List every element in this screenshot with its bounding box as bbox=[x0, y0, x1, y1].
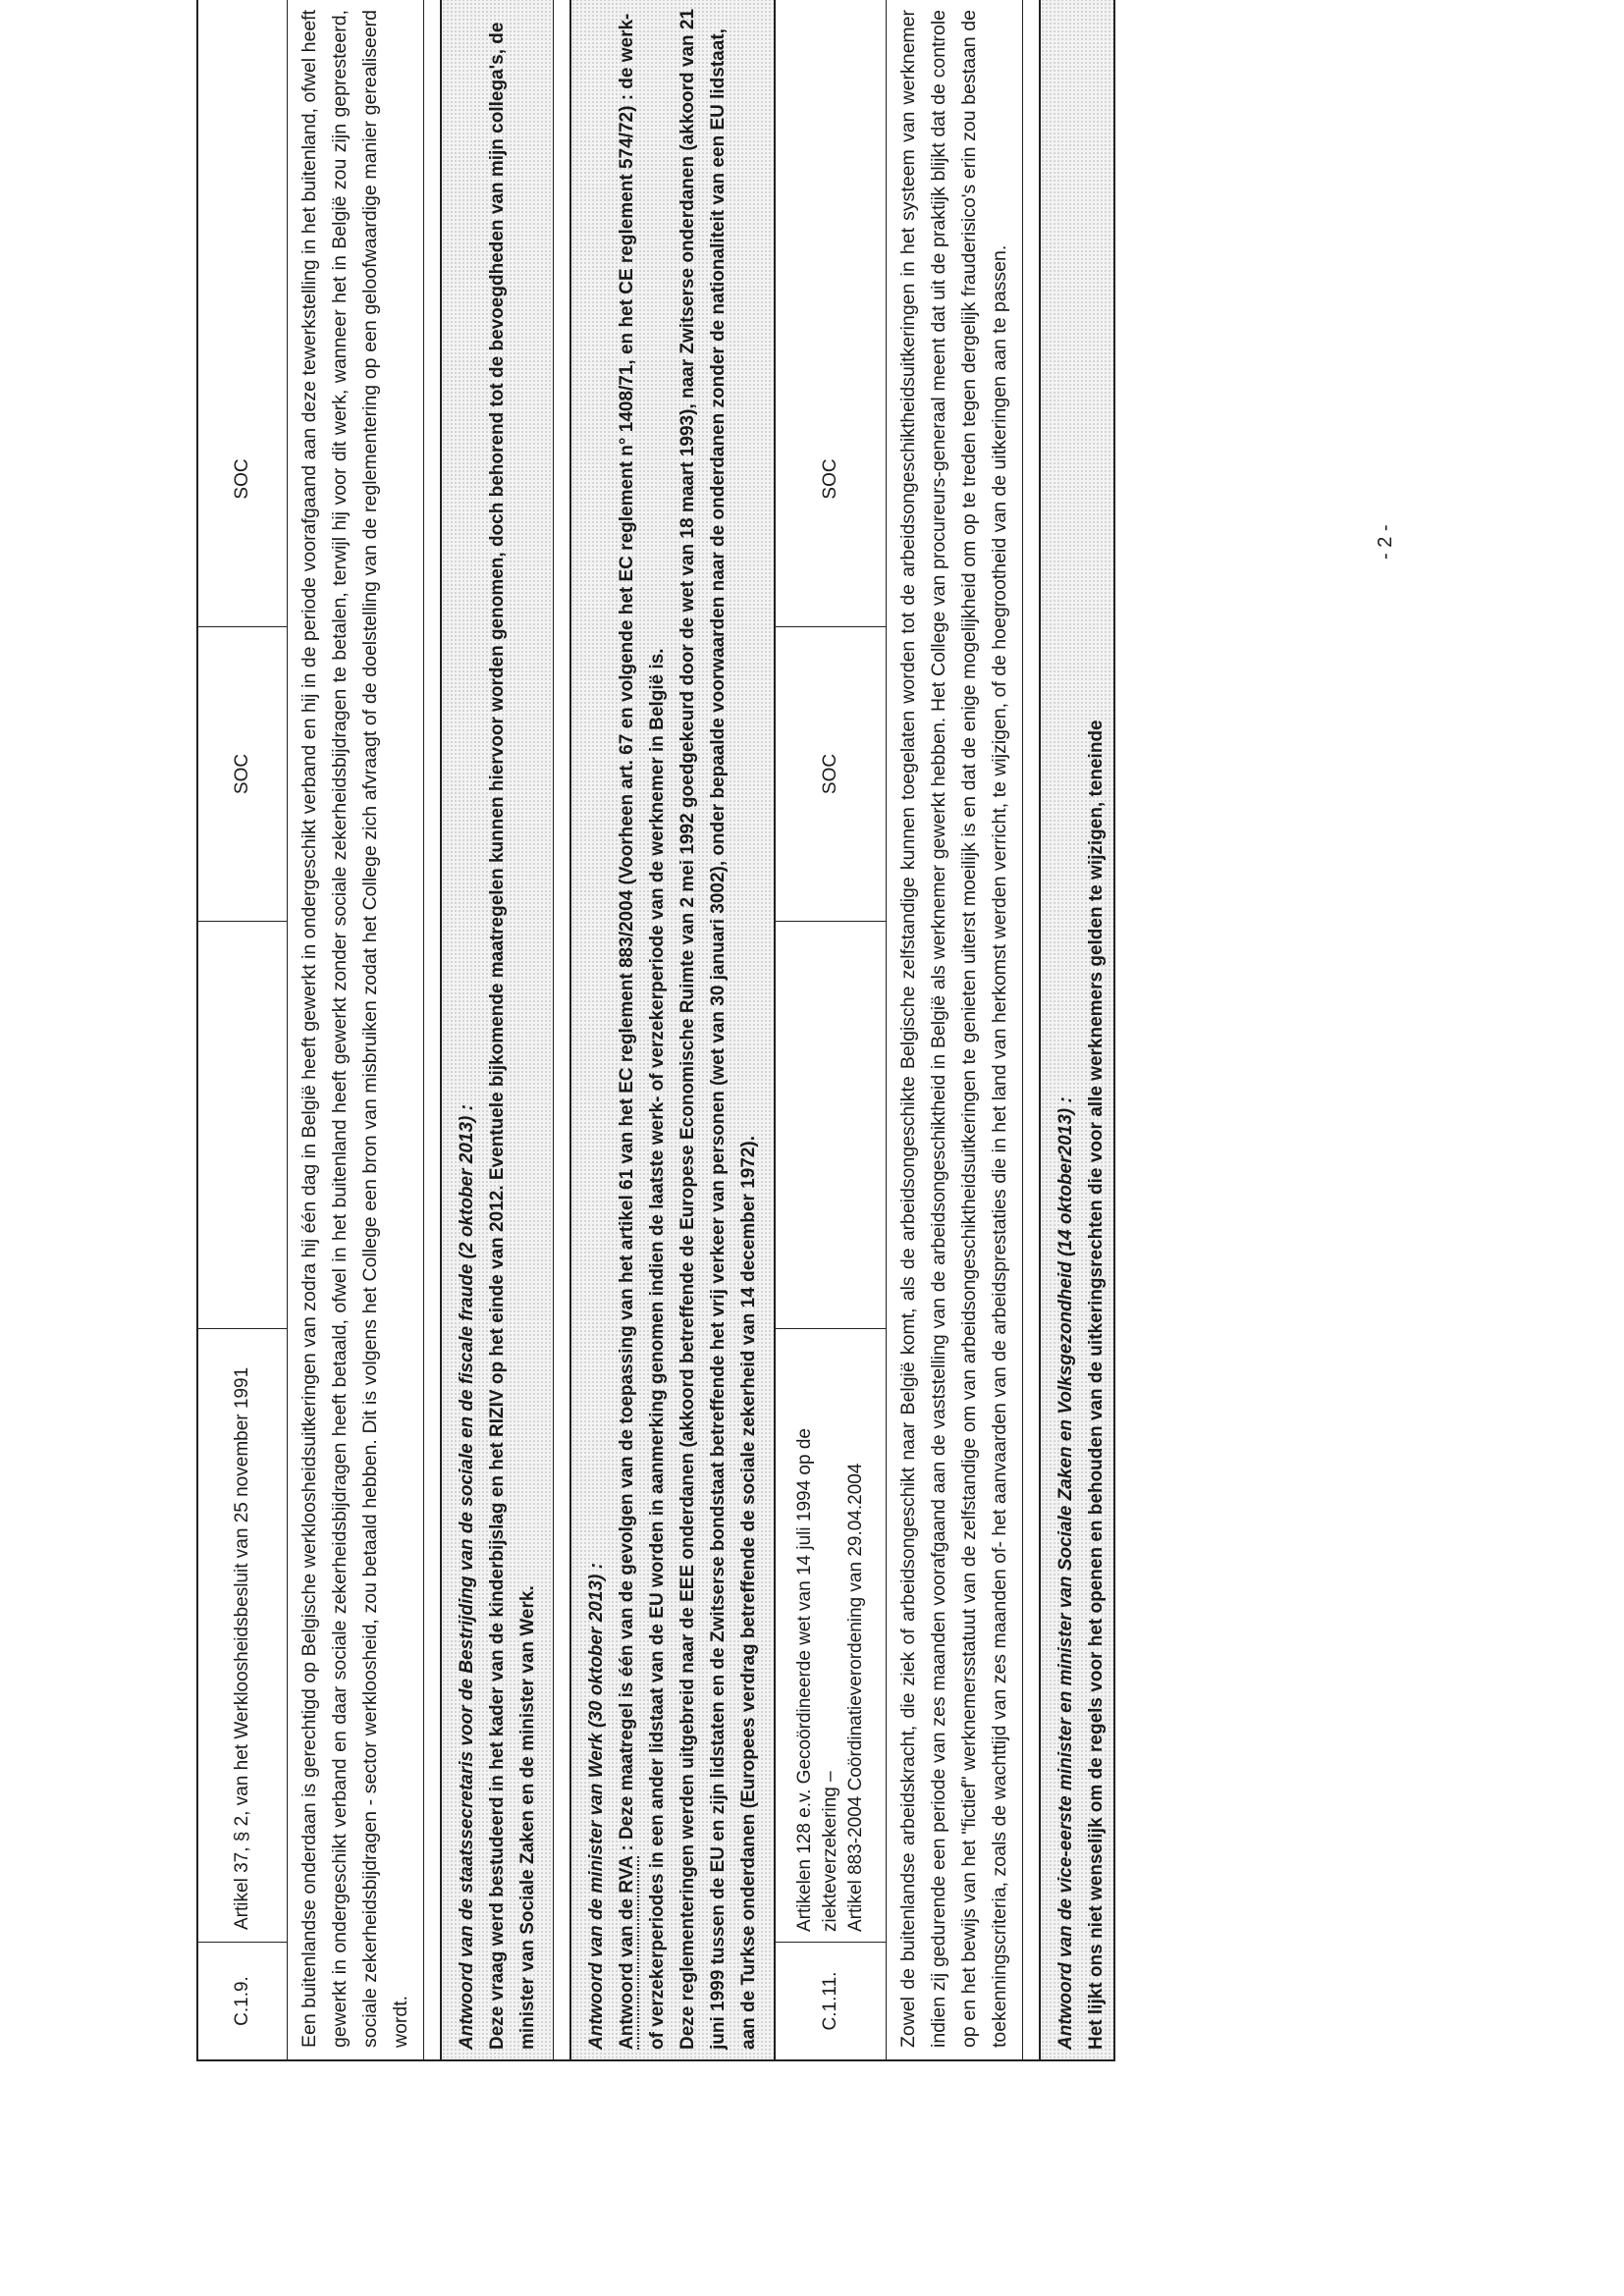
response-title: Antwoord van de staatssecretaris voor de Bestrijding van de sociale en de fiscale fraude (2 oktober 2013) : bbox=[457, 1104, 477, 2050]
row-header-c19 bbox=[198, 0, 287, 2059]
rotated-page bbox=[196, 0, 1434, 2061]
spacer bbox=[553, 0, 569, 2059]
row-id: C.1.9. bbox=[198, 1942, 287, 2059]
empty-cell bbox=[198, 921, 287, 1328]
competence-cell: SOC bbox=[820, 458, 840, 500]
response-block bbox=[569, 0, 774, 2059]
row-header-c111 bbox=[774, 0, 886, 2059]
response-body: Deze reglementeringen werden uitgebreid naar de EEE onderdanen (akkoord betreffende de Europese Economische Ruimte van 2 mei 1992 goedgekeurd door de wet van 18 maart 1993), naar Zwitserse onderdanen (akkoord van 21 juni 1999 tussen de EU en zijn lidstaten en de Zwitserse bondstaat betreffende het vrij verkeer van personen (wet van 30 januari 3002), onder bepaalde voorwaarden naar de onderdanen zonder de nationaliteit van een EU lidstaat, aan de Turkse onderdanen (Europees verdrag betreffende de sociale zekerheid van 14 december 1972). bbox=[677, 8, 759, 2050]
response-title: Antwoord van de vice-eerste minister en minister van Sociale Zaken en Volksgezondheid (14 oktober2013) : bbox=[1056, 1096, 1076, 2050]
content-table bbox=[196, 0, 1115, 2061]
row-id: C.1.11. bbox=[776, 1942, 886, 2059]
competence-cell: SOC bbox=[198, 626, 287, 921]
response-title: Antwoord van de minister van Werk (30 oktober 2013) : bbox=[586, 1563, 607, 2050]
description-text: Een buitenlandse onderdaan is gerechtigd op Belgische werkloosheidsuitkeringen van zodra hij één dag in België heeft gewerkt in ondergeschikt verband en hij in de periode voorafgaand aan deze tewerkstelling in het buitenland, ofwel heeft gewerkt in ondergeschikt verband en daar sociale zekerheidsbijdragen heeft betaald, ofwel in het buitenland heeft gewerkt zonder sociale zekerheidsbijdragen te betalen, terwijl hij voor dit werk, wanneer het in België zou zijn gepresteerd, sociale zekerheidsbijdragen - sector werkloosheid, zou betaald hebben. Dit is volgens het College een bron van misbruiken zodat het College zich afvraagt of de doelstelling van de reglementering op een geloofwaardige manier gerealiseerd wordt. bbox=[287, 0, 423, 2059]
response-block bbox=[1039, 0, 1113, 2059]
response-body: : Deze maatregel is één van de gevolgen van de toepassing van het artikel 61 van het EC reglement 883/2004 (Voorheen art. 67 en volgende het EC reglement n° 1408/71, en het CE reglement 574/72) : de werk- of verzekerperiodes in een ander lidstaat van de EU worden in aanmerking genomen indien de laatste werk- of verzekerperiode van de werknemer in België is. bbox=[617, 13, 668, 2050]
legal-reference-line: Artikelen 128 e.v. Gecoördineerde wet van 14 juli 1994 op de bbox=[794, 1428, 815, 1932]
response-body: Het lijkt ons niet wenselijk om de regels voor het openen en behouden van de uitkeringsrechten die voor alle werknemers gelden te wijzigen, teneinde bbox=[1086, 720, 1107, 2050]
description-text: Zowel de buitenlandse arbeidskracht, die ziek of arbeidsongeschikt naar België komt, als de arbeidsongeschikte Belgische zelfstandige kunnen toegelaten worden tot de arbeidsongeschiktheidsuitkeringen in het systeem van werknemer indien zij gedurende een periode van zes maanden voorafgaand aan de vaststelling van de arbeidsongeschiktheid in België als werknemer gewerkt hebben. Het College van procureurs-generaal meent dat uit de praktijk blijkt dat de controle op en het bewijs van het "fictief" werknemersstatuut van de zelfstandige om van arbeidsongeschiktheidsuitkeringen te genieten uiterst moeilijk is en dat de enige mogelijkheid om op te treden tegen dergelijk frauderisico's erin zou bestaan de toekenningscriteria, zoals de wachttijd van zes maanden of- het aanvaarden van de arbeidsprestaties die in het land van herkomst werden verricht, te wijzigen, of de hoegrootheid van de uitkeringen aan te passen. bbox=[886, 0, 1022, 2059]
page-number: - 2 - bbox=[1375, 524, 1396, 560]
competence-cell: SOC bbox=[232, 458, 252, 500]
legal-reference: Artikel 37, § 2, van het Werkloosheidsbesluit van 25 november 1991 bbox=[198, 1328, 287, 1942]
legal-reference-line: Artikel 883-2004 Coördinatieverordening van 29.04.2004 bbox=[845, 1463, 866, 1932]
spacer bbox=[1022, 0, 1039, 2059]
response-body: Deze vraag werd bestudeerd in het kader van de kinderbijslag en het RIZIV op het einde van 2012. Eventuele bijkomende maatregelen kunnen hiervoor worden genomen, doch behorend tot de bevoegdheden van mijn collega's, de minister van Sociale Zaken en de minister van Werk. bbox=[487, 22, 538, 2050]
spacer bbox=[423, 0, 440, 2059]
empty-cell bbox=[776, 921, 886, 1328]
response-lead: Antwoord van de RVA bbox=[617, 1855, 637, 2050]
legal-reference bbox=[776, 1328, 886, 1942]
competence-cell: SOC bbox=[776, 626, 886, 921]
response-block bbox=[440, 0, 553, 2059]
legal-reference-line: ziekteverzekering – bbox=[820, 1771, 840, 1932]
